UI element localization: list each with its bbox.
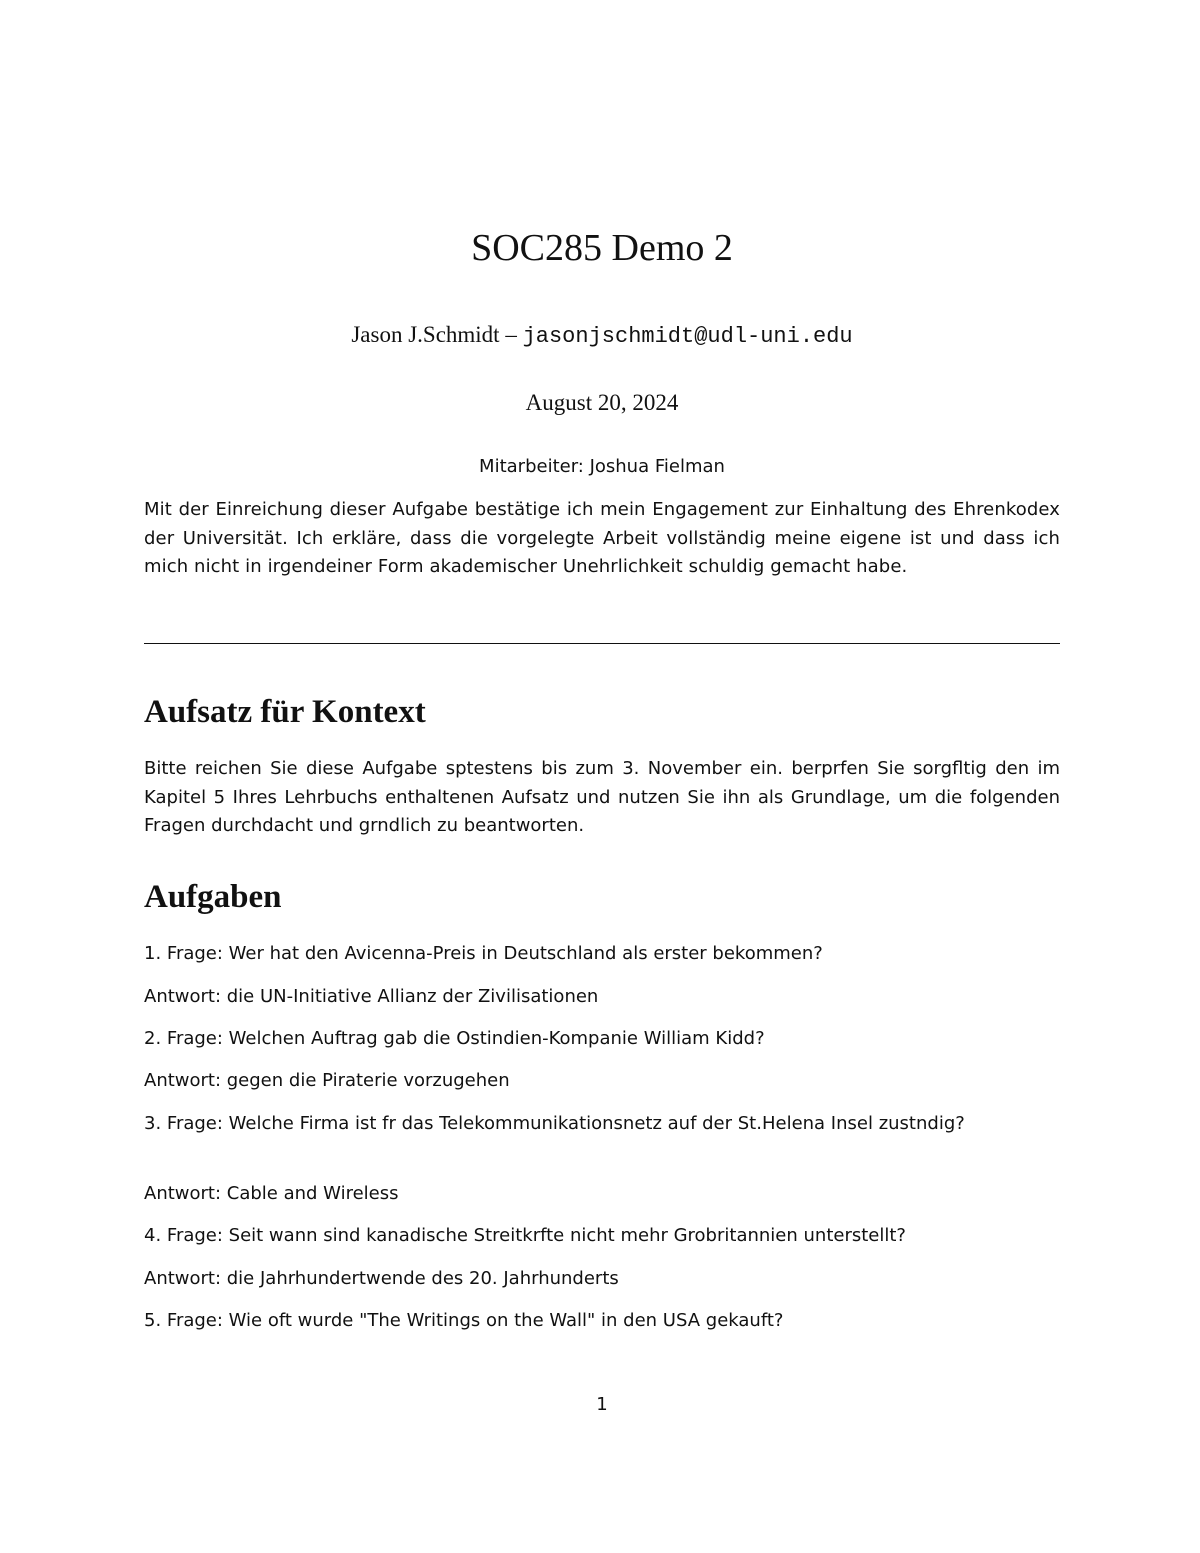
document-page xyxy=(144,0,1060,1553)
author-separator: – xyxy=(499,322,523,347)
question-2: 2. Frage: Welchen Auftrag gab die Ostindien-Kompanie William Kidd? xyxy=(144,1028,765,1049)
tasks-heading: Aufgaben xyxy=(144,879,282,915)
collaborator-line: Mitarbeiter: Joshua Fielman xyxy=(479,456,725,477)
context-heading: Aufsatz für Kontext xyxy=(144,694,426,730)
author-line xyxy=(144,320,1060,352)
answer-2: Antwort: gegen die Piraterie vorzugehen xyxy=(144,1070,510,1091)
answer-4: Antwort: die Jahrhundertwende des 20. Jahrhunderts xyxy=(144,1268,619,1289)
page-number: 1 xyxy=(596,1394,608,1415)
question-5: 5. Frage: Wie oft wurde "The Writings on the Wall" in den USA gekauft? xyxy=(144,1310,784,1331)
question-4: 4. Frage: Seit wann sind kanadische Streitkrfte nicht mehr Grobritannien unterstellt? xyxy=(144,1225,906,1246)
author-email: jasonjschmidt@udl-uni.edu xyxy=(522,324,853,349)
answer-3: Antwort: Cable and Wireless xyxy=(144,1183,399,1204)
honor-statement: Mit der Einreichung dieser Aufgabe bestätige ich mein Engagement zur Einhaltung des Ehrenkodex der Universität. Ich erkläre, dass die vorgelegte Arbeit vollständig meine eigene ist und dass ich mich nicht in irgendeiner Form akademischer Unehrlichkeit schuldig gemacht habe. xyxy=(144,499,1060,577)
context-paragraph: Bitte reichen Sie diese Aufgabe sptestens bis zum 3. November ein. berprfen Sie sorgfltig den im Kapitel 5 Ihres Lehrbuchs enthaltenen Aufsatz und nutzen Sie ihn als Grundlage, um die folgenden Fragen durchdacht und grndlich zu beantworten. xyxy=(144,758,1060,836)
answer-1: Antwort: die UN-Initiative Allianz der Zivilisationen xyxy=(144,986,599,1007)
question-1: 1. Frage: Wer hat den Avicenna-Preis in Deutschland als erster bekommen? xyxy=(144,943,823,964)
document-date: August 20, 2024 xyxy=(525,390,679,415)
question-3: 3. Frage: Welche Firma ist fr das Telekommunikationsnetz auf der St.Helena Insel zustndig? xyxy=(144,1113,965,1134)
horizontal-rule xyxy=(144,643,1060,644)
author-name: Jason J.Schmidt xyxy=(351,322,500,347)
document-title: SOC285 Demo 2 xyxy=(471,227,733,269)
